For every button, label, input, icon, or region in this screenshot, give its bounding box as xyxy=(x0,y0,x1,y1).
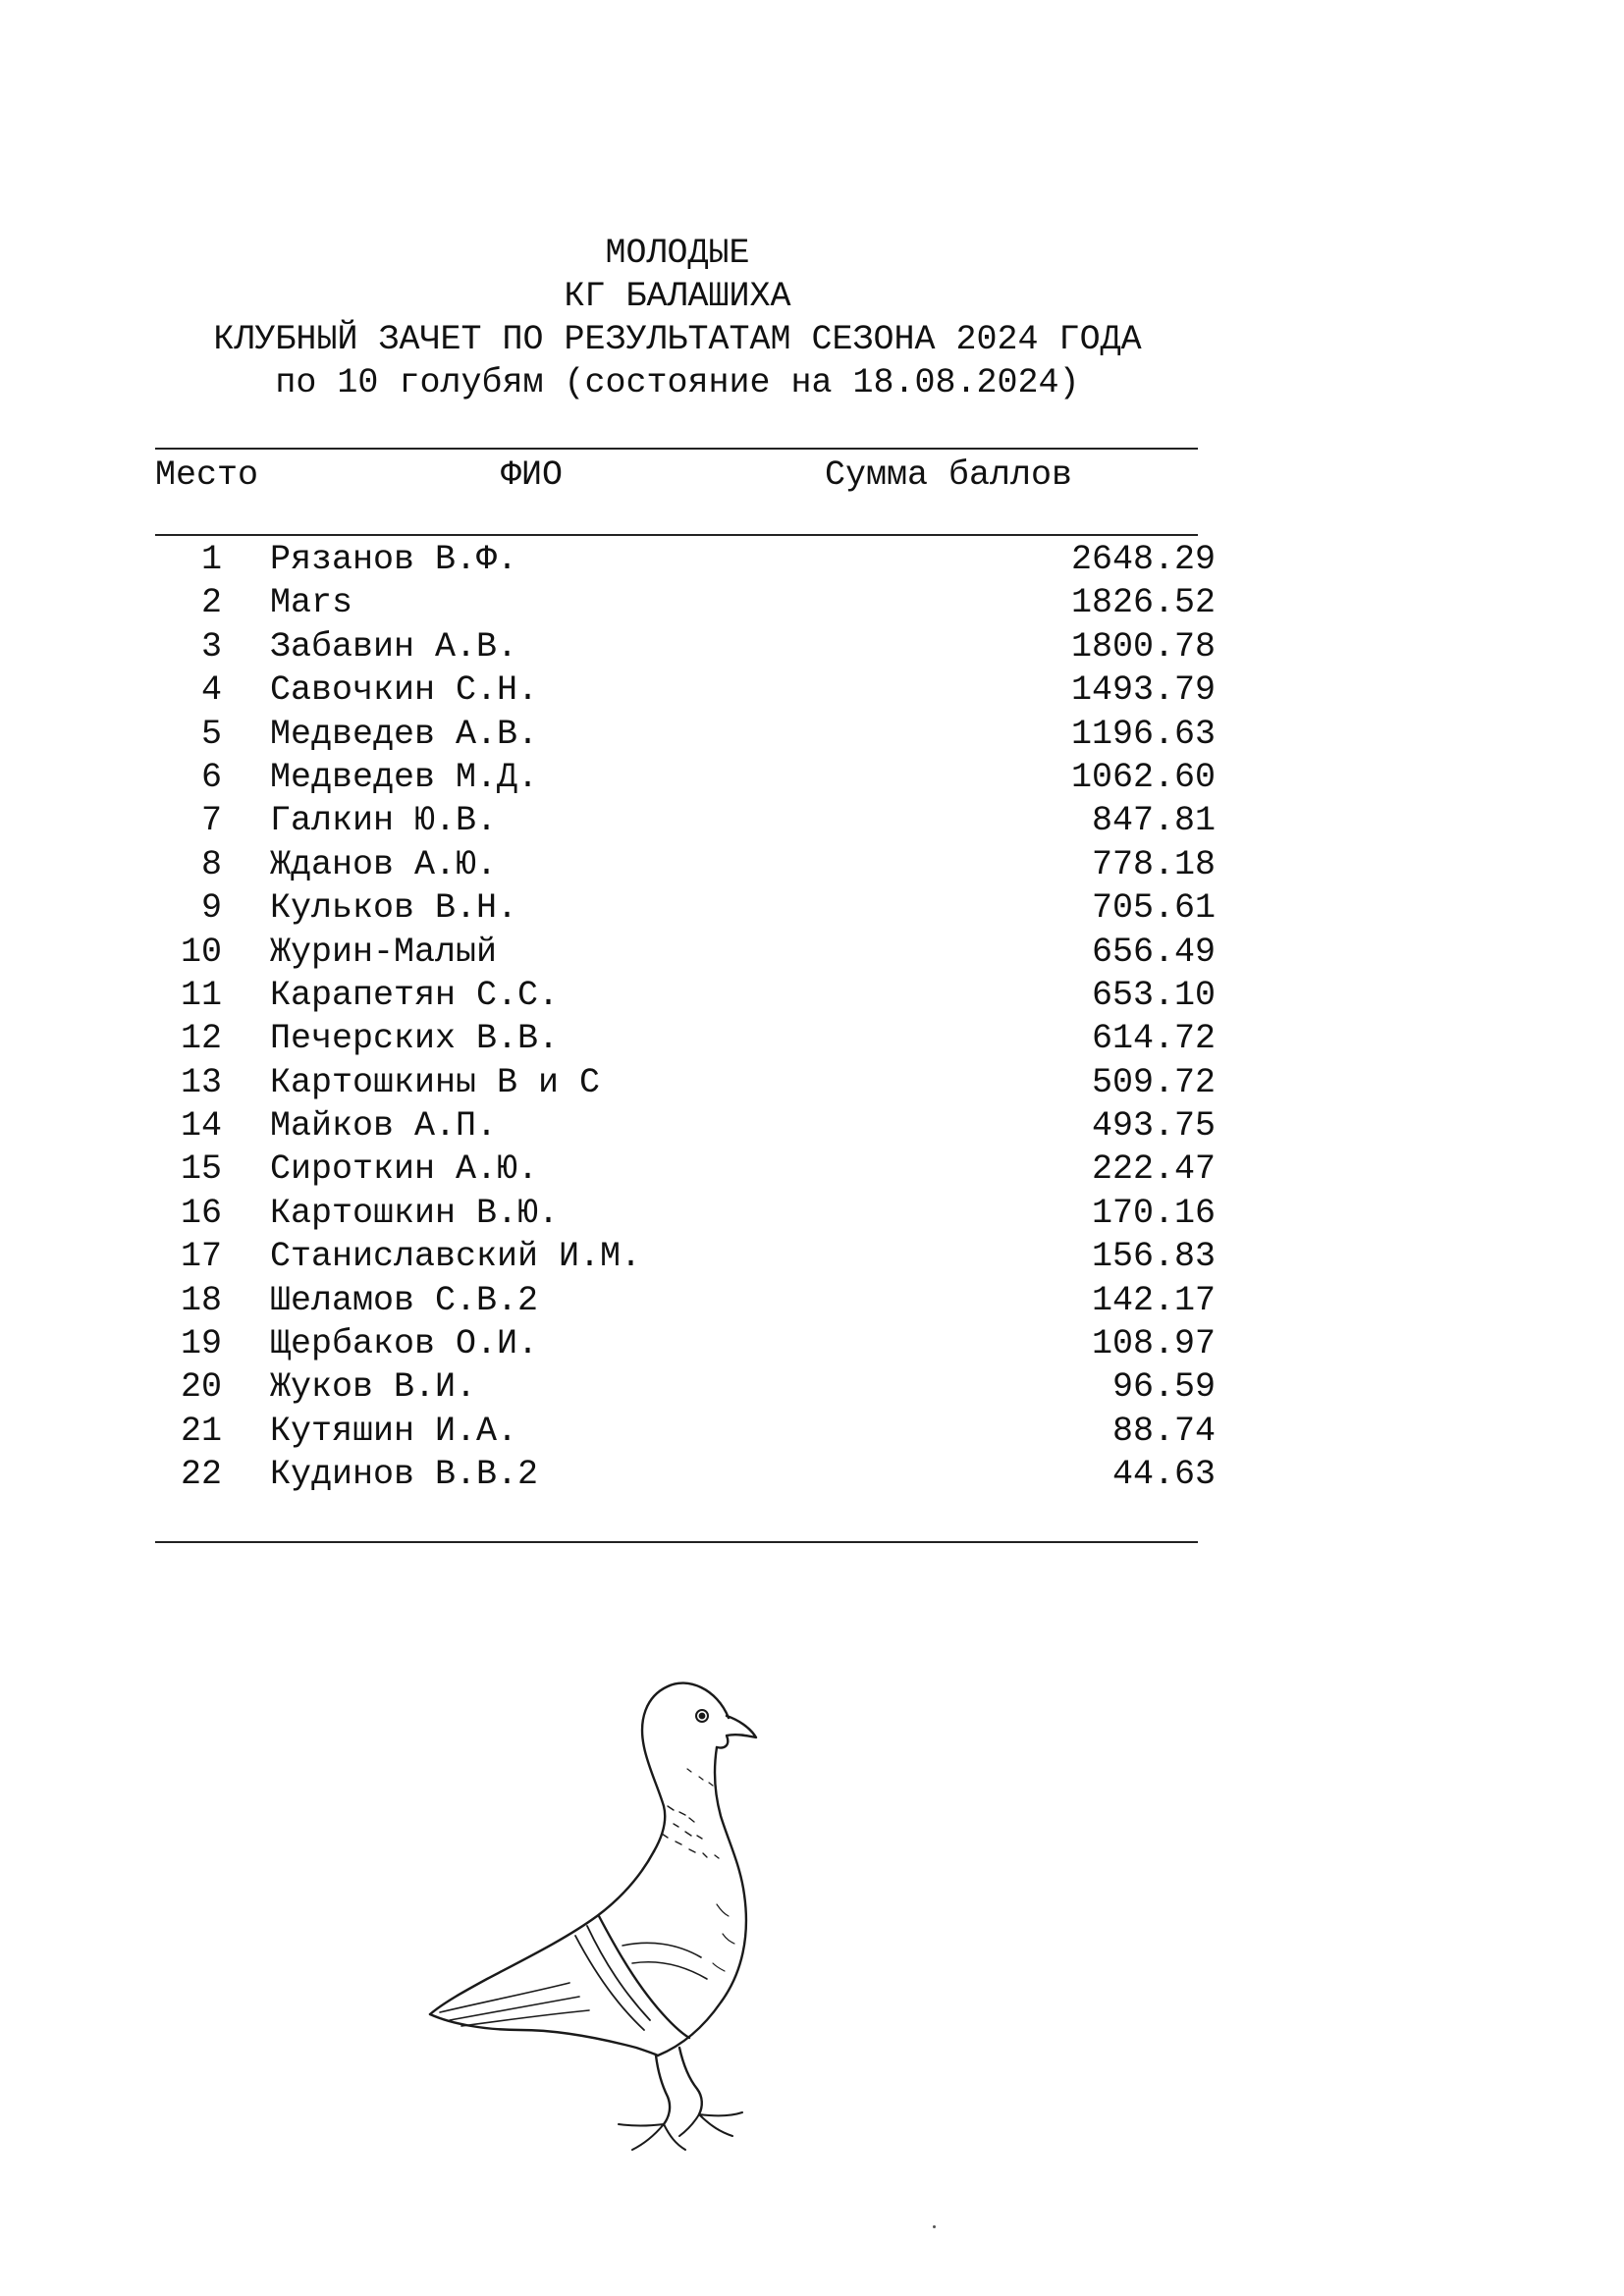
table-row xyxy=(155,931,1216,974)
row-name: Рязанов В.Ф. xyxy=(270,540,518,579)
row-place: 20 xyxy=(180,1367,222,1408)
row-score: 653.10 xyxy=(1091,975,1216,1015)
row-name: Журин-Малый xyxy=(270,932,498,972)
row-place: 11 xyxy=(180,975,222,1015)
row-name: Забавин А.В. xyxy=(270,626,518,667)
row-score: 44.63 xyxy=(1111,1455,1216,1495)
row-name: Mars xyxy=(270,583,353,623)
row-place: 14 xyxy=(180,1106,222,1147)
column-header-score: Сумма баллов xyxy=(825,455,1073,495)
header-rule xyxy=(155,534,1198,536)
row-score: 656.49 xyxy=(1091,932,1216,972)
row-score: 96.59 xyxy=(1111,1367,1216,1408)
row-score: 108.97 xyxy=(1091,1324,1216,1364)
row-score: 142.17 xyxy=(1091,1280,1216,1320)
row-name: Станиславский И.М. xyxy=(270,1237,642,1277)
pigeon-leg-left xyxy=(656,2056,670,2124)
table-row xyxy=(155,1453,1216,1496)
table-row xyxy=(155,1322,1216,1365)
column-header-place: Место xyxy=(155,455,259,495)
row-score: 509.72 xyxy=(1091,1062,1216,1102)
table-row xyxy=(155,1279,1216,1322)
row-place: 21 xyxy=(180,1411,222,1451)
row-name: Картошкин В.Ю. xyxy=(270,1193,560,1233)
row-score: 778.18 xyxy=(1091,844,1216,884)
row-place: 5 xyxy=(200,714,222,754)
row-score: 170.16 xyxy=(1091,1193,1216,1233)
row-score: 156.83 xyxy=(1091,1237,1216,1277)
row-score: 1800.78 xyxy=(1070,626,1216,667)
row-name: Жуков В.И. xyxy=(270,1367,477,1408)
table-row xyxy=(155,581,1216,624)
row-score: 1826.52 xyxy=(1070,583,1216,623)
row-name: Шеламов С.В.2 xyxy=(270,1280,539,1320)
row-score: 88.74 xyxy=(1111,1411,1216,1451)
table-row xyxy=(155,668,1216,712)
row-score: 614.72 xyxy=(1091,1019,1216,1059)
row-place: 7 xyxy=(200,801,222,841)
row-name: Майков А.П. xyxy=(270,1106,498,1147)
pigeon-foot-right xyxy=(679,2112,742,2136)
row-score: 1493.79 xyxy=(1070,670,1216,711)
row-place: 19 xyxy=(180,1324,222,1364)
table-row xyxy=(155,886,1216,930)
row-place: 6 xyxy=(200,757,222,797)
row-score: 493.75 xyxy=(1091,1106,1216,1147)
pigeon-tail xyxy=(430,2014,658,2056)
table-row xyxy=(155,799,1216,842)
row-name: Картошкины В и С xyxy=(270,1062,601,1102)
pigeon-pupil xyxy=(700,1714,704,1718)
pigeon-breast xyxy=(658,1747,746,2056)
row-place: 8 xyxy=(200,844,222,884)
table-row xyxy=(155,1061,1216,1104)
table-row xyxy=(155,1148,1216,1191)
row-place: 13 xyxy=(180,1062,222,1102)
table-row xyxy=(155,974,1216,1017)
row-name: Савочкин С.Н. xyxy=(270,670,539,711)
table-row xyxy=(155,1104,1216,1148)
header-subtitle: по 10 голубям (состояние на 18.08.2024) xyxy=(275,363,1080,402)
table-row xyxy=(155,756,1216,799)
table-row xyxy=(155,1235,1216,1278)
row-score: 705.61 xyxy=(1091,888,1216,929)
row-place: 1 xyxy=(200,540,222,579)
row-score: 847.81 xyxy=(1091,801,1216,841)
pigeon-icon xyxy=(422,1659,874,2209)
header-category: МОЛОДЫЕ xyxy=(605,234,750,273)
table-row xyxy=(155,1192,1216,1235)
row-name: Кульков В.Н. xyxy=(270,888,518,929)
row-name: Медведев М.Д. xyxy=(270,757,539,797)
pigeon-leg-right xyxy=(679,2048,702,2114)
row-place: 17 xyxy=(180,1237,222,1277)
table-row xyxy=(155,1365,1216,1409)
table-row xyxy=(155,1410,1216,1453)
row-name: Сироткин А.Ю. xyxy=(270,1149,539,1190)
row-place: 3 xyxy=(200,626,222,667)
scan-speck xyxy=(933,2225,936,2228)
row-score: 2648.29 xyxy=(1070,540,1216,579)
row-place: 22 xyxy=(180,1455,222,1495)
table-row xyxy=(155,713,1216,756)
row-name: Кудинов В.В.2 xyxy=(270,1455,539,1495)
table-row xyxy=(155,843,1216,886)
row-place: 2 xyxy=(200,583,222,623)
row-name: Медведев А.В. xyxy=(270,714,539,754)
row-name: Галкин Ю.В. xyxy=(270,801,498,841)
row-place: 15 xyxy=(180,1149,222,1190)
table-row xyxy=(155,625,1216,668)
row-name: Щербаков О.И. xyxy=(270,1324,539,1364)
row-place: 10 xyxy=(180,932,222,972)
pigeon-wing xyxy=(599,1916,689,2038)
pigeon-foot-left xyxy=(619,2124,685,2150)
row-name: Печерских В.В. xyxy=(270,1019,560,1059)
row-place: 9 xyxy=(200,888,222,929)
row-score: 1062.60 xyxy=(1070,757,1216,797)
row-score: 222.47 xyxy=(1091,1149,1216,1190)
row-place: 18 xyxy=(180,1280,222,1320)
row-place: 16 xyxy=(180,1193,222,1233)
header-title: КЛУБНЫЙ ЗАЧЕТ ПО РЕЗУЛЬТАТАМ СЕЗОНА 2024 ГОДА xyxy=(213,320,1142,359)
bottom-rule xyxy=(155,1541,1198,1543)
row-name: Жданов А.Ю. xyxy=(270,844,498,884)
row-name: Кутяшин И.А. xyxy=(270,1411,518,1451)
row-score: 1196.63 xyxy=(1070,714,1216,754)
top-rule xyxy=(155,448,1198,450)
table-row xyxy=(155,538,1216,581)
row-place: 4 xyxy=(200,670,222,711)
pigeon-beak xyxy=(717,1716,756,1748)
table-row xyxy=(155,1017,1216,1060)
row-name: Карапетян С.С. xyxy=(270,975,560,1015)
row-place: 12 xyxy=(180,1019,222,1059)
column-header-name: ФИО xyxy=(501,455,564,495)
header-club: КГ БАЛАШИХА xyxy=(564,277,791,316)
document-header xyxy=(0,232,1355,404)
results-table xyxy=(155,538,1216,1497)
